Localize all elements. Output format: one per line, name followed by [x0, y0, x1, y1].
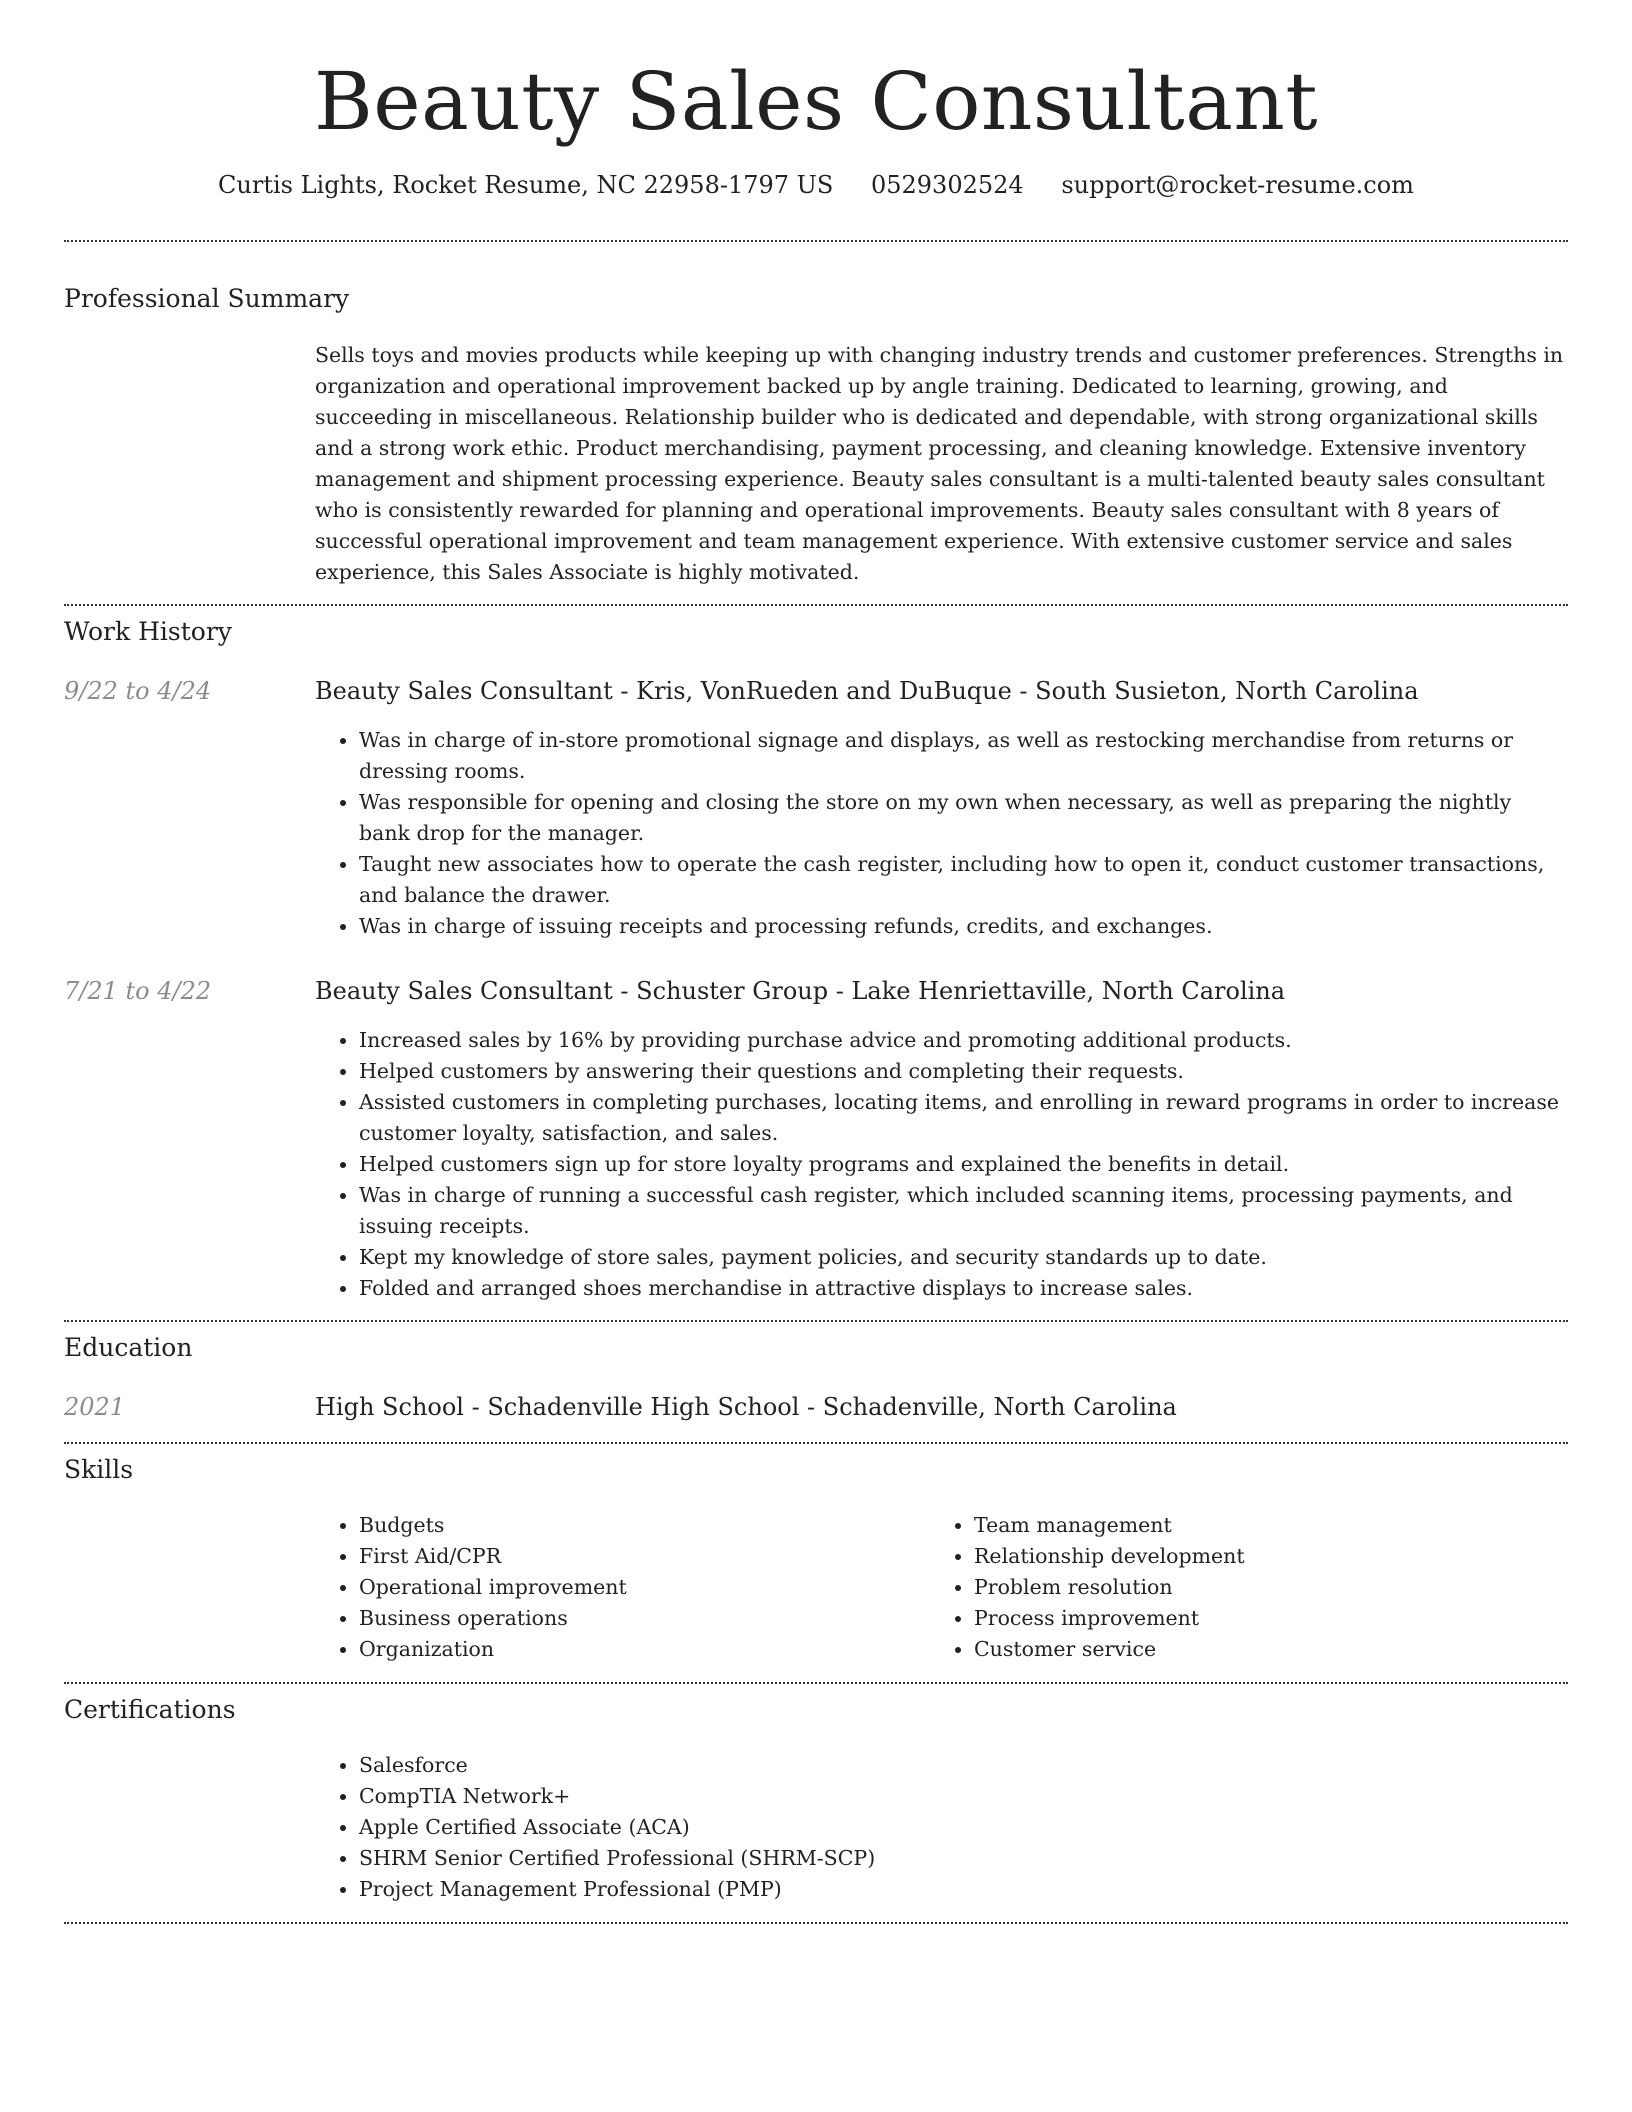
section-heading-summary: Professional Summary: [64, 284, 350, 313]
section-heading-education: Education: [64, 1333, 193, 1362]
skill-item: • Relationship development: [974, 1541, 1530, 1572]
skill-item: • Problem resolution: [974, 1572, 1530, 1603]
section-heading-work-history: Work History: [64, 617, 232, 646]
section-heading-certifications: Certifications: [64, 1695, 236, 1724]
section-divider: [64, 1922, 1568, 1924]
education-title: High School - Schadenville High School - Schadenville, North Carolina: [315, 1393, 1177, 1421]
certification-item: • CompTIA Network+: [359, 1781, 1567, 1812]
section-divider: [64, 1442, 1568, 1444]
job-bullet: • Increased sales by 16% by providing purchase advice and promoting additional products.: [359, 1025, 1567, 1056]
contact-email: support@rocket-resume.com: [1061, 171, 1414, 199]
skill-item: • Organization: [359, 1634, 915, 1665]
job-bullets: [315, 1025, 1567, 1304]
section-divider: [64, 1320, 1568, 1322]
job-dates: 9/22 to 4/24: [64, 677, 212, 705]
certifications-list: [315, 1750, 1567, 1905]
job-dates: 7/21 to 4/22: [64, 977, 212, 1005]
section-divider: [64, 604, 1568, 606]
job-bullet: • Was in charge of in-store promotional signage and displays, as well as restocking merchandise from returns or dressing rooms.: [359, 725, 1567, 787]
resume-title: Beauty Sales Consultant: [313, 55, 1319, 148]
certification-item: • Salesforce: [359, 1750, 1567, 1781]
skill-item: • First Aid/CPR: [359, 1541, 915, 1572]
job-bullet: • Was responsible for opening and closing the store on my own when necessary, as well as preparing the nightly bank drop for the manager.: [359, 787, 1567, 849]
section-heading-skills: Skills: [64, 1455, 134, 1484]
job-title: Beauty Sales Consultant - Schuster Group - Lake Henriettaville, North Carolina: [315, 977, 1286, 1005]
job-bullet: • Taught new associates how to operate the cash register, including how to open it, conduct customer transactions, and balance the drawer.: [359, 849, 1567, 911]
job-title: Beauty Sales Consultant - Kris, VonRueden and DuBuque - South Susieton, North Carolina: [315, 677, 1419, 705]
skill-item: • Business operations: [359, 1603, 915, 1634]
job-bullet: • Folded and arranged shoes merchandise in attractive displays to increase sales.: [359, 1273, 1567, 1304]
job-bullet: • Assisted customers in completing purchases, locating items, and enrolling in reward programs in order to increase customer loyalty, satisfaction, and sales.: [359, 1087, 1567, 1149]
skills-list-left: [315, 1510, 915, 1665]
skill-item: • Budgets: [359, 1510, 915, 1541]
certification-item: • Project Management Professional (PMP): [359, 1874, 1567, 1905]
section-divider: [64, 1682, 1568, 1684]
job-bullets: [315, 725, 1567, 942]
section-divider: [64, 240, 1568, 242]
job-bullet: • Helped customers sign up for store loyalty programs and explained the benefits in detail.: [359, 1149, 1567, 1180]
job-bullet: • Was in charge of running a successful cash register, which included scanning items, processing payments, and issuing receipts.: [359, 1180, 1567, 1242]
job-bullet: • Kept my knowledge of store sales, payment policies, and security standards up to date.: [359, 1242, 1567, 1273]
contact-phone: 0529302524: [870, 171, 1024, 199]
job-bullet: • Helped customers by answering their questions and completing their requests.: [359, 1056, 1567, 1087]
job-bullet: • Was in charge of issuing receipts and processing refunds, credits, and exchanges.: [359, 911, 1567, 942]
contact-line: [64, 168, 1568, 202]
certification-item: • Apple Certified Associate (ACA): [359, 1812, 1567, 1843]
education-year: 2021: [64, 1393, 126, 1421]
contact-address: Curtis Lights, Rocket Resume, NC 22958-1797 US: [218, 171, 834, 199]
summary-text: Sells toys and movies products while keeping up with changing industry trends and customer preferences. Strengths in organization and operational improvement backed up by angle training. Dedicated to learning, growing, and succeeding in miscellaneous. Relationship builder who is dedicated and dependable, with strong organizational skills and a strong work ethic. Product merchandising, payment processing, and cleaning knowledge. Extensive inventory management and shipment processing experience. Beauty sales consultant is a multi-talented beauty sales consultant who is consistently rewarded for planning and operational improvements. Beauty sales consultant with 8 years of successful operational improvement and team management experience. With extensive customer service and sales experience, this Sales Associate is highly motivated.: [315, 343, 1564, 584]
skill-item: • Team management: [974, 1510, 1530, 1541]
skill-item: • Operational improvement: [359, 1572, 915, 1603]
skill-item: • Process improvement: [974, 1603, 1530, 1634]
skill-item: • Customer service: [974, 1634, 1530, 1665]
certification-item: • SHRM Senior Certified Professional (SHRM-SCP): [359, 1843, 1567, 1874]
skills-list-right: [930, 1510, 1530, 1665]
